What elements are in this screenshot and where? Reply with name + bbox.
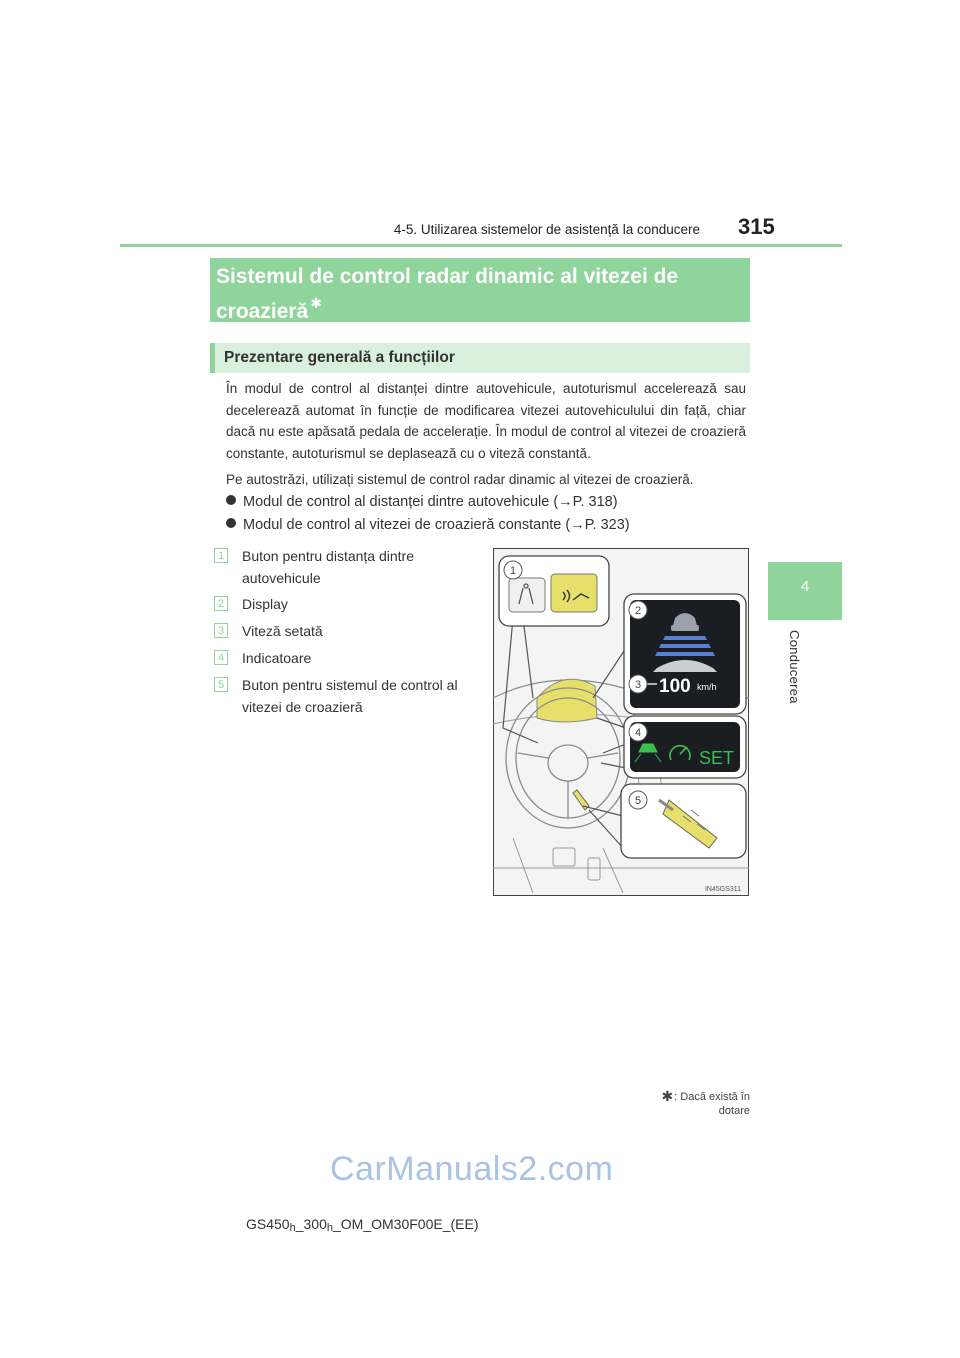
header-section-title: 4-5. Utilizarea sistemelor de asistență la conducere: [393, 222, 700, 237]
callout-2-number: 2: [634, 605, 642, 617]
chapter-label: Conducerea: [787, 630, 802, 704]
callout-5-number: 5: [634, 795, 642, 807]
section-banner: [210, 258, 750, 322]
bullet-text: Modul de control al distanței dintre autovehicule (→P. 318): [243, 494, 618, 510]
legend-text: Viteză setată: [242, 623, 323, 639]
footnote: [630, 1088, 750, 1117]
footer-code-tail: _OM_OM30F00E_(EE): [333, 1216, 479, 1232]
intro-paragraph: În modul de control al distanței dintre autovehicule, autoturismul accelerează sau decelerează automat în funcție de modificarea vitezei autovehiculului din față, chiar dacă nu este apăsată pedala de accelerație. În modul de control al vitezei de croazieră constante, autoturismul se deplasează cu o viteză constantă.: [226, 381, 746, 461]
legend-number: 1: [214, 548, 228, 563]
chapter-tab: 4: [768, 562, 842, 620]
bullet-item: [226, 494, 618, 510]
watermark: CarManuals2.com: [330, 1150, 614, 1188]
header-rule: [120, 244, 842, 247]
note-paragraph: Pe autostrăzi, utilizați sistemul de control radar dinamic al vitezei de croazieră.: [226, 472, 694, 487]
footnote-marker: ✱: [661, 1088, 674, 1104]
asterisk-marker: ✱: [310, 295, 322, 311]
image-code: IN45GS311: [704, 886, 741, 893]
set-indicator: SET: [699, 748, 735, 768]
footnote-text: : Dacă există în dotare: [674, 1091, 750, 1117]
bullet-item: [226, 517, 630, 533]
legend-number: 4: [214, 650, 228, 665]
footer-code-mid: _300: [295, 1216, 327, 1232]
bullet-text: Modul de control al vitezei de croazieră constante (→P. 323): [243, 517, 630, 533]
legend-number: 3: [214, 623, 228, 638]
footer-code: [246, 1216, 479, 1234]
callout-1-number: 1: [509, 565, 517, 577]
section-title: Sistemul de control radar dinamic al vitezei de croazieră: [216, 265, 679, 323]
footer-code-sub: h: [326, 1222, 333, 1234]
footer-code-main: GS450: [246, 1216, 290, 1232]
legend-text: Display: [242, 596, 288, 612]
legend-number: 2: [214, 596, 228, 611]
sub-banner: Prezentare generală a funcțiilor: [210, 343, 750, 373]
legend-number: 5: [214, 677, 228, 692]
cruise-control-illustration: [493, 548, 749, 896]
speed-unit: km/h: [697, 682, 717, 692]
footer-code-sub: h: [289, 1222, 296, 1234]
bullet-dot-icon: [226, 518, 236, 528]
callout-3-number: 3: [634, 679, 642, 691]
distance-bars-icon: [655, 636, 715, 656]
legend-text: Buton pentru sistemul de control al vitezei de croazieră: [242, 677, 458, 715]
page-number: 315: [738, 214, 775, 239]
legend-text: Indicatoare: [242, 650, 312, 666]
legend-text: Buton pentru distanța dintre autovehicule: [242, 548, 415, 586]
bullet-dot-icon: [226, 495, 236, 505]
callout-4-number: 4: [634, 727, 642, 739]
speed-value: 100: [659, 676, 691, 697]
